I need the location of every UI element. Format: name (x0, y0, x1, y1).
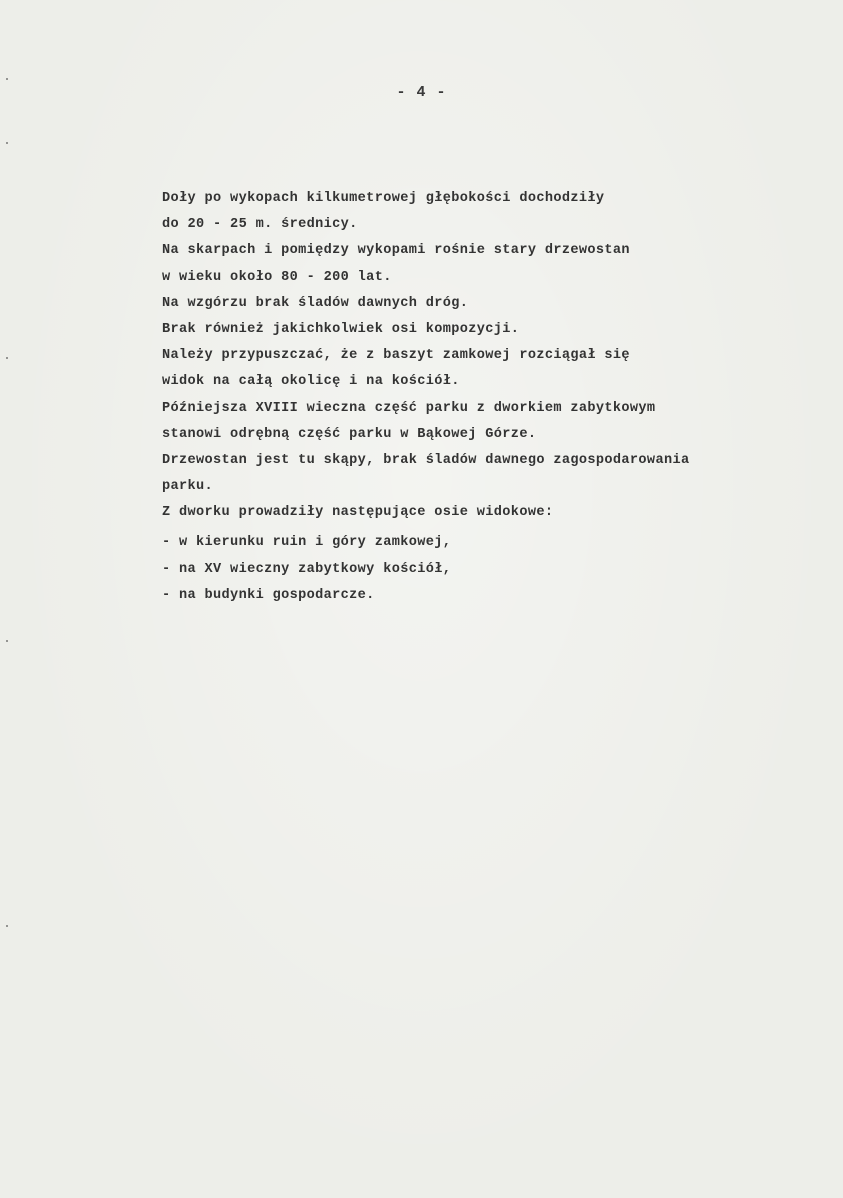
margin-dot (6, 142, 8, 144)
text-line: Brak również jakichkolwiek osi kompozycji. (162, 322, 520, 338)
text-line: Na skarpach i pomiędzy wykopami rośnie stary drzewostan (162, 243, 630, 259)
text-line: widok na całą okolicę i na kościół. (162, 374, 460, 390)
text-line: Należy przypuszczać, że z baszyt zamkowej rozciągał się (162, 348, 630, 364)
text-line: Z dworku prowadziły następujące osie widokowe: (162, 505, 554, 521)
margin-dot (6, 78, 8, 80)
text-line: Na wzgórzu brak śladów dawnych dróg. (162, 295, 469, 311)
text-line: Doły po wykopach kilkumetrowej głębokości dochodziły (162, 191, 605, 206)
text-line: do 20 - 25 m. średnicy. (162, 217, 358, 233)
text-line: stanowi odrębną część parku w Bąkowej Górze. (162, 426, 537, 442)
body-paragraph (162, 186, 802, 527)
list-item: - w kierunku ruin i góry zamkowej, (162, 535, 452, 550)
text-line: Drzewostan jest tu skąpy, brak śladów dawnego zagospodarowania (162, 453, 690, 469)
margin-dot (6, 357, 8, 359)
view-axes-list (162, 530, 802, 610)
text-line: w wieku około 80 - 200 lat. (162, 269, 392, 285)
list-item: - na XV wieczny zabytkowy kościół, (162, 561, 452, 577)
text-line: parku. (162, 479, 214, 495)
list-item: - na budynki gospodarcze. (162, 588, 375, 603)
margin-dot (6, 640, 8, 642)
margin-dot (6, 925, 8, 927)
text-line: Późniejsza XVIII wieczna część parku z dworkiem zabytkowym (162, 400, 656, 416)
page-number: - 4 - (396, 84, 447, 101)
